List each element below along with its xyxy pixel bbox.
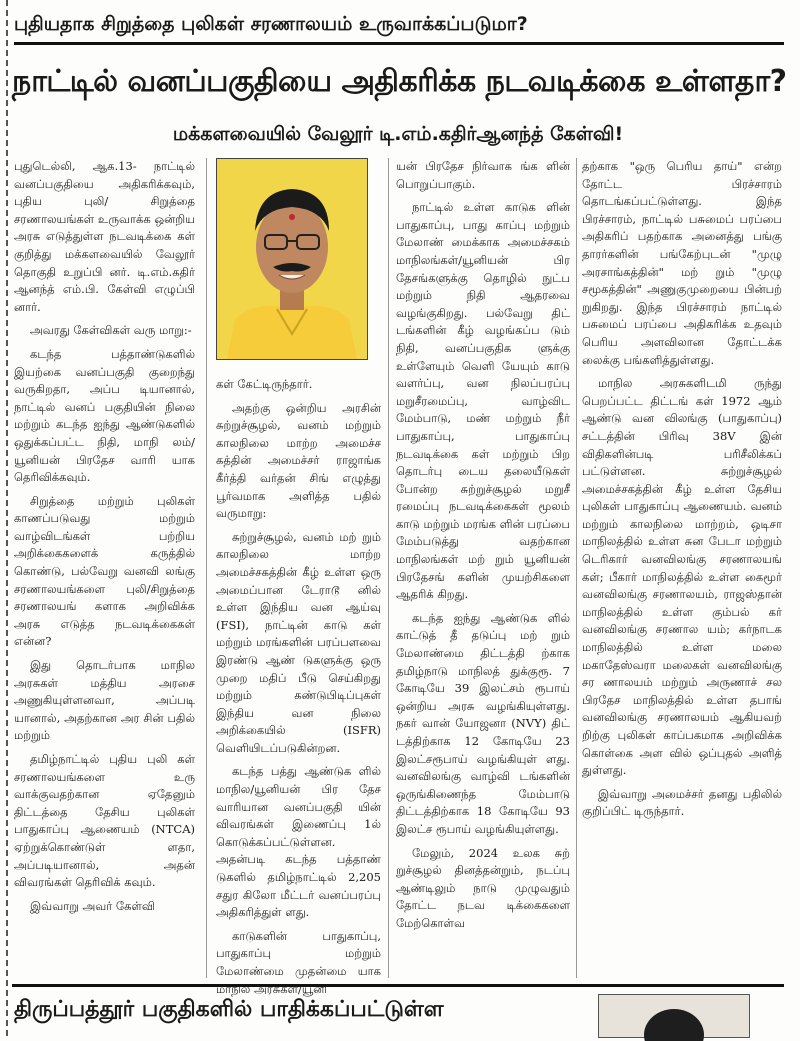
next-article-headline: திருப்பத்தூர் பகுதிகளில் பாதிக்கப்பட்டுள்ள [14,997,444,1022]
column-rule [388,158,389,978]
paragraph: அதற்கு ஒன்றிய அரசின் சுற்றுச்சூழல், வனம் மற்றும் காலநிலை மாற்ற அமைச்ச கத்தின் அமைச்சர் ராஜாங்க கீர்த்தி வர்தன் சிங் எழுத்து பூர்வமாக அளித்த பதில் வருமாறு: [216,400,381,521]
paragraph: சிறுத்தை மற்றும் புலிகள் காணப்படுவது மற்றும் வாழ்விடங்கள் பற்றிய அறிக்கைகளைக் கருத்தில் கொண்டு, பல்வேறு வனவி லங்கு சரணாலயங்களை புலி/சிறுத்தை சரணாலயங் களாக அறிவிக்க அரசு எடுத்த நடவடிக்கைகள் என்ன? [14,493,195,649]
article-column-4 [582,158,782,980]
paragraph: யன் பிரதேச நிர்வாக ங்க ளின் பொறுப்பாகும். [396,159,570,191]
paragraph: நாட்டில் உள்ள காடுக ளின் பாதுகாப்பு, பாது காப்பு மற்றும் மேலாண் மைக்காக அமைச்சகம் மாநிலங்கள்/யூனியன் பிர தேசங்களுக்கு தொழில் நுட்ப மற்றும் நிதி ஆதரவை வழங்குகிறது. பல்வேறு திட் டங்களின் கீழ் வழங்கப்ப டும் நிதி, வனப்பகுதிக ளுக்கு உள்ளேயும் வெளி யேயும் காடு வளர்ப்பு, வன நிலப்பரப்பு மறுசீரமைப்பு, வாழ்விட மேம்பாடு, மண் மற்றும் நீர் பாதுகாப்பு, பாதுகாப்பு நடவடிக்கை கள் மற்றும் பிற தொடர்பு டைய தலையீடுகள் போன்ற சுற்றுச்சூழல் மறுசீ ரமைப்பு நடவடிக்கைகள் மூலம் காடு மற்றும் மரங்க ளின் பரப்பை மேம்படுத்து வதற்கான மாநிலங்கள் மற் றும் யூனியன் பிரதேசங் களின் முயற்சிகளை ஆதரிக் கிறது. [396,200,570,602]
paragraph: தற்காக "ஒரு பெரிய தாய்" என்ற தோட்ட பிரச்சாரம் தொடங்கப்பட்டுள்ளது. இந்த பிரச்சாரம், நாட்டில் பசுமைப் பரப்பை அதிகரிப் பதற்காக அனைத்து பங்கு தாரர்களின் பங்கேற்புடன் "முழு அரசாங்கத்தின்" மற் றும் "முழு சமூகத்தின்" அணுகுமுறையை பின்பற் றுகிறது. இந்த பிரச்சாரம் நாட்டில் பசுமைப் பரப்பை அதிகரிக்க உதவும் பெரிய அளவிலான தோட்டக்க லைக்கு பங்களித்துள்ளது. [582,159,782,367]
paragraph: இவ்வாறு அமைச்சர் தனது பதிலில் குறிப்பிட் டிருந்தார். [582,786,782,819]
paragraph: மாநில அரசுகளிடமி ருந்து பெறப்பட்ட திட்டங் கள் 1972 ஆம் ஆண்டு வன விலங்கு (பாதுகாப்பு) சட்டத்தின் பிரிவு 38V இன் விதிகளின்படி பரிசீலிக்கப் பட்டுள்ளன. சுற்றுச்சூழல் அமைச்சகத்தின் கீழ் உள்ள தேசிய புலிகள் பாதுகாப்பு ஆணையம். வனம் மற்றும் காலநிலை மாற்றம், ஒடிசா மாநிலத்தில் உள்ள சுன பேடா மற்றும் டெரிகார் வனவிலங்கு சரணாலயங் கள்; பீகார் மாநிலத்தில் உள்ள கைமூர் வனவிலங்கு சரணாலயம், ராஜஸ்தான் மாநிலத்தில் உள்ள கும்பல் கர் வனவிலங்கு சரணால யம்; கர்நாடக மாநிலத்தில் உள்ள மலை மகாதேஸ்வரா மலைகள் வனவிலங்கு சர ணாலயம் மற்றும் அருணாச் சல பிரதேச மாநிலத்தில் உள்ள தபாங் வனவிலங்கு சரணாலயம் ஆகியவற் றிற்கு புலிகள் காப்பகமாக அறிவிக்க கொள்கை அள வில் ஒப்புதல் அளித் துள்ளது. [582,376,782,778]
paragraph: கள் கேட்டிருந்தார். [216,377,313,391]
paragraph: சுற்றுச்சூழல், வனம் மற் றும் காலநிலை மாற்ற அமைச்சகத்தின் கீழ் உள்ள ஒரு அமைப்பான டேராடூ னில் உள்ள இந்திய வன ஆய்வு (FSI), நாட்டின் காடு கள் மற்றும் மரங்களின் பரப்பளவை இரண்டு ஆண் டுகளுக்கு ஒரு முறை மதிப் பீடு செய்கிறது மற்றும் கண்டுபிடிப்புகள் இந்திய வன நிலை அறிக்கையில் (ISFR) வெளியிடப்படுகின்றன. [216,529,381,755]
kicker-headline: புதியதாக சிறுத்தை புலிகள் சரணாலயம் உருவாக்கப்படுமா? [14,6,784,45]
paragraph: காடுகளின் பாதுகாப்பு, பாதுகாப்பு மற்றும் மேலாண்மை முதன்மை யாக மாநில அரசுகள்/யூனி [216,928,381,996]
paragraph: தமிழ்நாட்டில் புதிய புலி கள் சரணாலயங்களை உரு வாக்குவதற்கான ஏதேனும் திட்டத்தை தேசிய புலிகள் பாதுகாப்பு ஆணையம் (NTCA) ஏற்றுக்கொண்டுள் ளதா, அப்படியானால், அதன் விவரங்கள் தெரிவிக் கவும். [14,752,195,890]
article-column-3 [396,158,570,980]
next-article-photo [598,994,750,1038]
paragraph: கடந்த பத்து ஆண்டுக ளில் மாநில/யூனியன் பிர தேச வாரியான வனப்பகுதி யின் விவரங்கள் இணைப்பு 1ல் கொடுக்கப்பட்டுள்ளன. அதன்படி கடந்த பத்தாண் டுகளில் தமிழ்நாட்டில் 2,205 சதுர கிலோ மீட்டர் வனப்பரப்பு அதிகரித்துள் ளது. [216,764,381,920]
paragraph: கடந்த ஐந்து ஆண்டுக ளில் காட்டுத் தீ தடுப்பு மற் றும் மேலாண்மை திட்டத்தி ற்காக தமிழ்நாடு மாநிலத் துக்குரூ. 7 கோடியே 39 இலட்சம் ரூபாய் ஒன்றிய அரசு வழங்கியுள்ளது. நகர் வான் யோஜனா (NVY) திட் டத்திற்காக 12 கோடியே 23 இலட்சரூபாய் வழங்கியுள் ளது. வனவிலங்கு வாழ்வி டங்களின் ஒருங்கிணைந்த மேம்பாடு திட்டத்திற்காக 18 கோடியே 93 இலட்ச ரூபாய் வழங்கியுள்ளது. [396,610,570,836]
column-rule [576,158,577,978]
next-photo-illustration [599,995,749,1037]
section-divider [12,984,784,987]
portrait-illustration [217,159,367,359]
column-rule [206,158,207,978]
article-column-2 [216,376,381,996]
paragraph: அவரது கேள்விகள் வரு மாறு:- [30,323,192,338]
paragraph: இவ்வாறு அவர் கேள்வி [30,898,155,913]
paragraph: புதுடெல்லி, ஆக.13- நாட்டில் வனப்பகுதியை அதிகரிக்கவும், புதிய புலி/ சிறுத்தை சரணாலயங்கள் உருவாக்க ஒன்றிய அரசு எடுத்துள்ள நடவடிக்கை கள் குறித்து மக்களவையில் வேலூர் தொகுதி உறுப்பி னர். டி.எம்.கதிர் ஆனந்த் எம்.பி. கேள்வி எழுப்பி னார். [14,159,195,314]
main-headline: நாட்டில் வனப்பகுதியை அதிகரிக்க நடவடிக்கை உள்ளதா? [12,64,787,99]
article-column-1 [14,158,195,980]
paragraph: கடந்த பத்தாண்டுகளில் இயற்கை வனப்பகுதி குறைந்து வருகிறதா, அப்ப டியானால், நாட்டில் வனப் பகுதியின் நிலை மற்றும் கடந்த ஐந்து ஆண்டுகளில் ஒதுக்கப்பட்ட நிதி, மாநி லம்/யூனியன் பிரதேச வாரி யாக தெரிவிக்கவும். [14,346,195,485]
page-cut-edge [0,0,8,1036]
mp-portrait-photo [216,158,368,360]
paragraph: மேலும், 2024 உலக சுற் றுச்சூழல் தினத்தன்றும், நடப்பு ஆண்டிலும் நாடு முழுவதும் தோட்ட நடவ டிக்கைகளை மேற்கொள்வ [396,845,570,930]
paragraph: இது தொடர்பாக மாநில அரசுகள் மத்திய அரசை அணுகியுள்ளனவா, அப்படி யானால், அதற்கான அர சின் பதில் மற்றும் [14,658,195,743]
subheadline: மக்களவையில் வேலூர் டி.எம்.கதிர்ஆனந்த் கேள்வி! [172,123,624,145]
